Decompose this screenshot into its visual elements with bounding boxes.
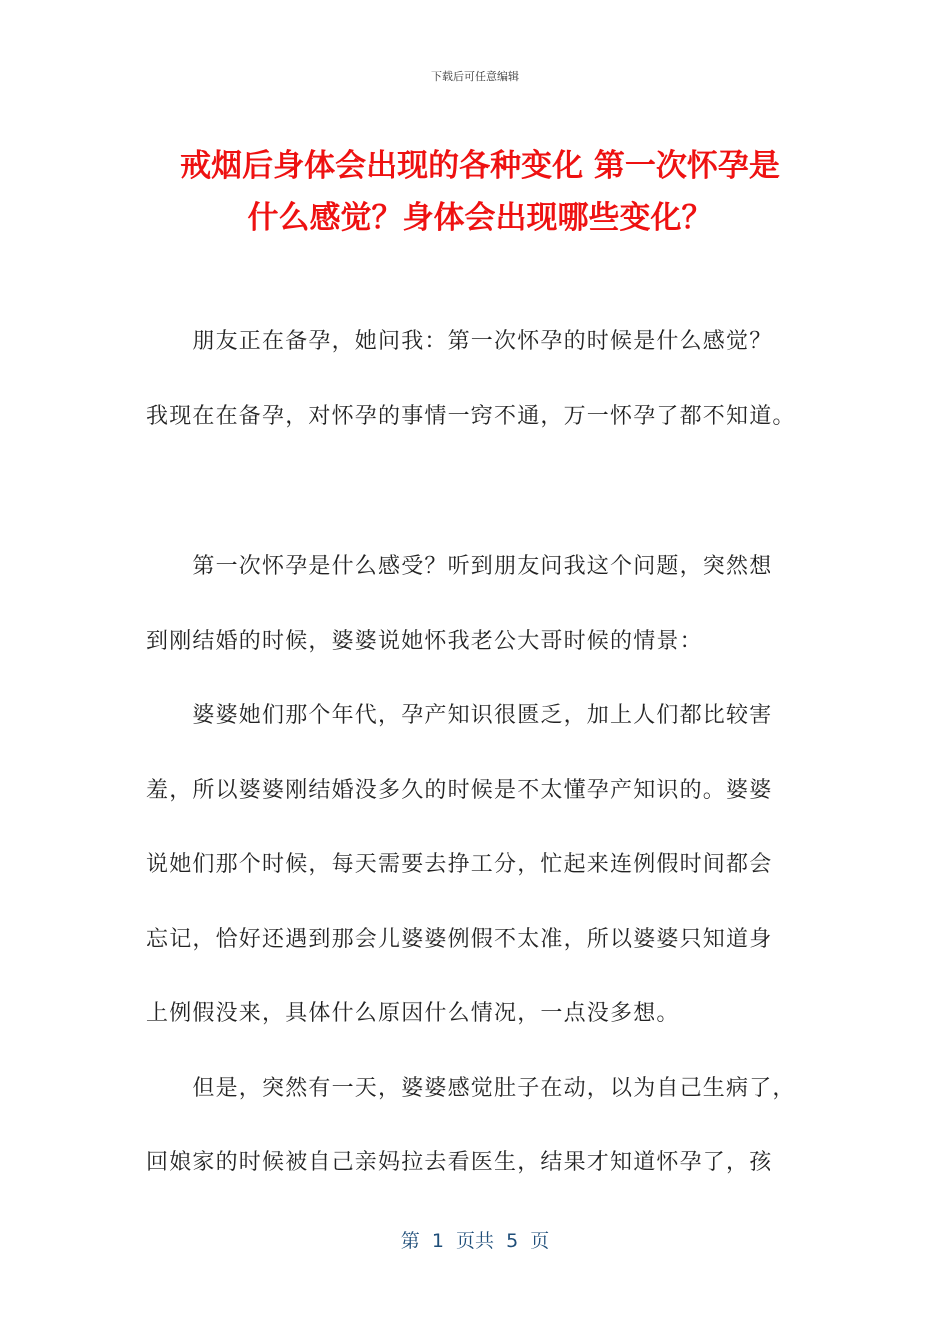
- text-line: 但是，突然有一天，婆婆感觉肚子在动，以为自己生病了，: [146, 1075, 796, 1101]
- text-line: 朋友正在备孕，她问我：第一次怀孕的时候是什么感觉？: [146, 329, 773, 354]
- header-note: 下载后可任意编辑: [431, 70, 519, 83]
- text-line: 到刚结婚的时候，婆婆说她怀我老公大哥时候的情景：: [146, 628, 703, 654]
- paragraph-1: [146, 305, 816, 454]
- text-line: 我现在在备孕，对怀孕的事情一窍不通，万一怀孕了都不知道。: [146, 403, 796, 429]
- title-line-2: 什么感觉？身体会出现哪些变化？: [247, 200, 713, 236]
- paragraph-2: [146, 530, 816, 1201]
- text-line: 羞，所以婆婆刚结婚没多久的时候是不太懂孕产知识的。婆婆: [146, 777, 773, 803]
- text-line: 第一次怀孕是什么感受？听到朋友问我这个问题，突然想: [146, 554, 773, 579]
- text-line: 上例假没来，具体什么原因什么情况，一点没多想。: [146, 1001, 680, 1026]
- text-line: 忘记，恰好还遇到那会儿婆婆例假不太准，所以婆婆只知道身: [146, 926, 773, 952]
- title-line-1: 戒烟后身体会出现的各种变化 第一次怀孕是: [180, 148, 780, 184]
- document-title: [140, 140, 820, 244]
- page-number: 第 1 页共 5 页: [400, 1230, 550, 1252]
- text-line: 婆婆她们那个年代，孕产知识很匮乏，加上人们都比较害: [146, 703, 773, 728]
- text-line: 回娘家的时候被自己亲妈拉去看医生，结果才知道怀孕了，孩: [146, 1150, 773, 1175]
- text-line: 说她们那个时候，每天需要去挣工分，忙起来连例假时间都会: [146, 852, 773, 877]
